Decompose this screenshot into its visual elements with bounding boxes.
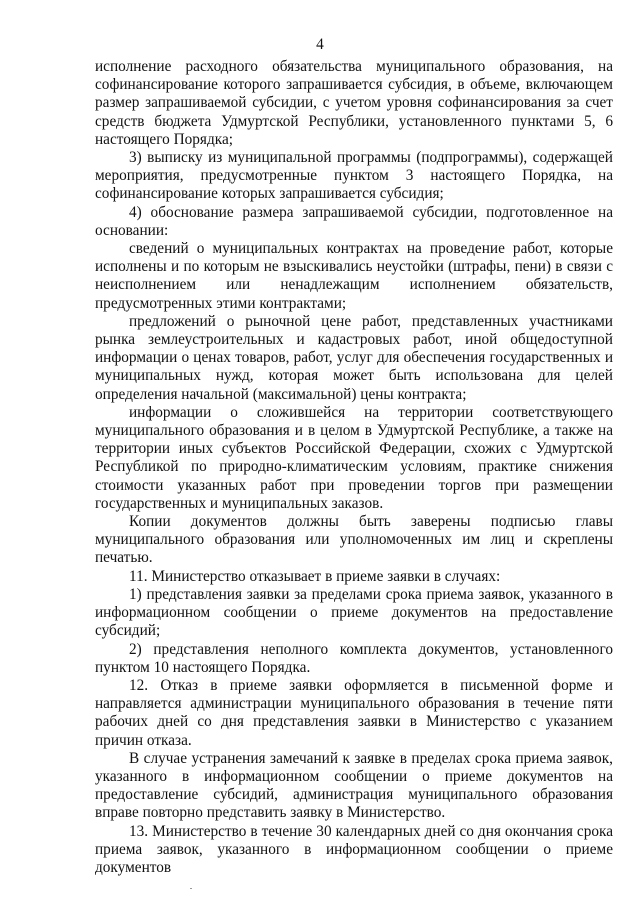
item-12-resubmission: В случае устранения замечаний к заявке в пределах срока приема заявок, указанного в информационном сообщении о приеме документов на предоставление субсидий, администрация муниципального образования вправе повторно представить заявку в Министерство. [95, 749, 613, 822]
item-11-1: 1) представления заявки за пределами срока приема заявок, указанного в информационном сообщении о приеме документов на предоставление субсидий; [95, 585, 613, 640]
document-body [95, 58, 613, 877]
copies-paragraph: Копии документов должны быть заверены подписью главы муниципального образования или уполномоченных им лиц и скреплены печатью. [95, 513, 613, 567]
item-4-contracts: сведений о муниципальных контрактах на проведение работ, которые исполнены и по которым не взыскивались неустойки (штрафы, пени) в связи с неисполнением или ненадлежащим исполнением обязательств, предусмотренных этими контрактами; [95, 240, 613, 312]
item-3: 3) выписку из муниципальной программы (подпрограммы), содержащей мероприятия, предусмотренные пунктом 3 настоящего Порядка, на софинансирование которых запрашивается субсидия; [95, 149, 613, 203]
item-4: 4) обоснование размера запрашиваемой субсидии, подготовленное на основании: [95, 203, 613, 239]
item-4-regional-info: информации о сложившейся на территории соответствующего муниципального образования и в целом в Удмуртской Республике, а также на территории иных субъектов Российской Федерации, схожих с Удмуртской Республикой по природно-климатическим условиям, практике снижения стоимости указанных работ при проведении торгов при размещении государственных и муниципальных заказов. [95, 403, 613, 512]
text-line: размер запрашиваемой субсидии, с учетом уровня софинансирования за счет [95, 94, 613, 112]
item-12: 12. Отказ в приеме заявки оформляется в письменной форме и направляется администрации муниципального образования в течение пяти рабочих дней со дня представления заявки в Министерство с указанием причин отказа. [95, 676, 613, 749]
text-line: приема заявок, указанного в информационном сообщении о приеме документов [95, 840, 613, 876]
paragraph-continuation [95, 58, 613, 149]
text-line: 13. Министерство в течение 30 календарных дней со дня окончания срока [129, 822, 613, 840]
item-11: 11. Министерство отказывает в приеме заявки в случаях: [129, 567, 501, 585]
text-line: настоящего Порядка; [95, 130, 233, 148]
item-4-market-prices: предложений о рыночной цене работ, представленных участниками рынка землеустроительных и кадастровых работ, иной общедоступной информации о ценах товаров, работ, услуг для обеспечения государственных и муниципальных нужд, которая может быть использована для целей определения начальной (максимальной) цены контракта; [95, 312, 613, 403]
scan-artifact [190, 888, 192, 889]
item-13 [95, 823, 613, 878]
text-line: софинансирование которого запрашивается субсидия, в объеме, включающем [95, 76, 613, 94]
text-line: исполнение расходного обязательства муниципального образования, на [95, 58, 613, 75]
item-11-2: 2) представления неполного комплекта документов, установленного пунктом 10 настоящего Порядка. [95, 640, 613, 676]
page-number: 4 [316, 36, 324, 53]
text-line: средств бюджета Удмуртской Республики, установленного пунктами 5, 6 [95, 112, 613, 130]
